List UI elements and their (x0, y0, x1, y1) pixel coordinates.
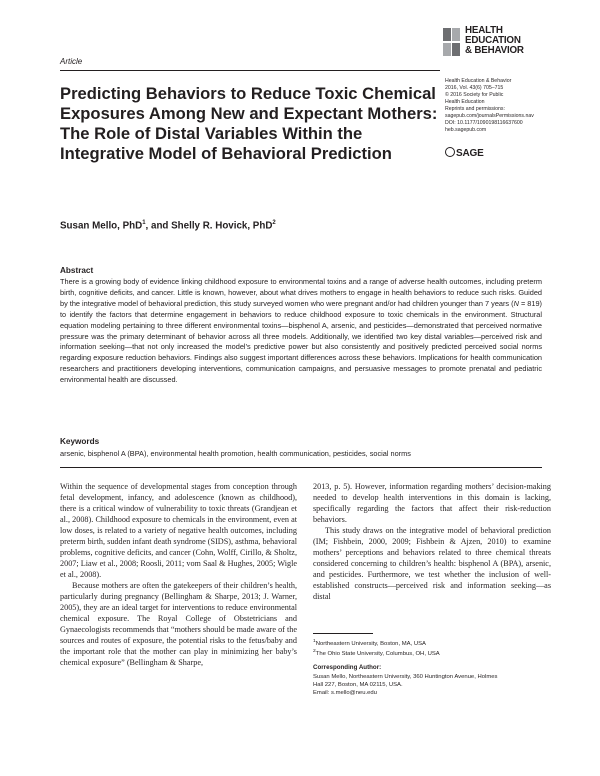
logo-line-2: EDUCATION (465, 35, 521, 46)
body-paragraph: Within the sequence of developmental stages from conception through fetal development, infancy, and adolescence (known as childhood), there is a critical window of vulnerability to toxic threats (Grandjean et al., 2008). Childhood exposure to chemicals in the environment, even at low doses, is related to a variety of negative health outcomes, including preterm birth, sudden infant death syndrome (SIDS), asthma, behavioral problems, cognitive deficits, and cancer (Cohn, Wolff, Cirillo, & Sholtz, 2007; Liaw et al., 2008; Roosli, 2011; vom Saal & Hughes, 2005; Wigle et al., 2008). (60, 482, 297, 579)
logo-line-3: & BEHAVIOR (465, 45, 524, 56)
keywords-divider (60, 467, 542, 468)
journal-name: Health Education & Behavior (445, 78, 512, 84)
sage-logo-text: SAGE (456, 148, 484, 159)
sage-ring-icon (445, 147, 455, 157)
corresponding-author-line-1: Susan Mello, Northeastern University, 360 Huntington Avenue, Holmes (313, 673, 498, 680)
affiliation-1-text: Northeastern University, Boston, MA, USA (315, 640, 426, 647)
journal-site-link[interactable]: heb.sagepub.com (445, 127, 487, 133)
heb-logo-mark-icon (443, 28, 461, 58)
author-2-name: Shelly R. Hovick, PhD (171, 220, 273, 232)
abstract-text-part-2: = 819) to identify the factors that determine engagement in behaviors to reduce childhood exposure to toxic chemicals in the environment. Structural equation modeling pertaining to three different environmental toxins—bisphenol A, arsenic, and pesticides—demonstrated that perceived normative pressure was the primary determinant of behavior across all three models. Additionally, we identified two key distal variables—perceived risk and information seeking—that not only increased the model’s predictive power but also consistently and positively predicted perceived social norms regarding exposure reduction behaviors. Findings also suggest important differences across these behaviors. Implications for health communication researchers and practitioners developing interventions, communication campaigns, and persuasive messages to promote prenatal and pediatric environmental health are discussed. (60, 298, 542, 385)
header-divider (60, 70, 440, 71)
copyright-line-1: © 2016 Society for Public (445, 92, 504, 98)
affiliation-2-marker: 2 (313, 649, 316, 655)
author-1-affil-marker: 1 (142, 220, 146, 226)
abstract-text (60, 277, 542, 386)
footnotes (313, 638, 553, 697)
journal-info (445, 78, 575, 134)
article-title: Predicting Behaviors to Reduce Toxic Chemical Exposures Among New and Expectant Mothers: The Role of Distal Variables Within the Integrative Model of Behavioral Prediction (60, 84, 438, 163)
corresponding-author-heading: Corresponding Author: (313, 664, 382, 672)
journal-logo (443, 26, 563, 64)
permissions-link[interactable]: sagepub.com/journalsPermissions.nav (445, 113, 534, 119)
journal-volume: 2016, Vol. 43(6) 705–715 (445, 85, 504, 91)
doi-link[interactable]: DOI: 10.1177/1090198116637600 (445, 120, 523, 126)
corresponding-author-email[interactable]: Email: s.mello@neu.edu (313, 689, 377, 696)
footnote-divider (313, 633, 373, 634)
reprints-label: Reprints and permissions: (445, 106, 505, 112)
body-column-left (60, 481, 297, 668)
abstract-n-symbol: N (513, 298, 519, 308)
author-1-name: Susan Mello, PhD (60, 220, 143, 232)
logo-line-1: HEALTH (465, 25, 503, 36)
sage-logo (445, 147, 484, 159)
corresponding-author-line-2: Hall 227, Boston, MA 02115, USA. (313, 681, 403, 688)
body-column-right (313, 481, 551, 602)
body-paragraph: Because mothers are often the gatekeepers of their children’s health, particularly during pregnancy (Bellingham & Sharpe, 2013; J. Warner, 2005), they are an ideal target for interventions to reduce environmental chemical exposure. The Royal College of Obstetricians and Gynaecologists recommends that “mothers should be made aware of the sources and routes of exposure, the potential risks to the fetus/baby and the important role that the mother can play in minimizing her baby’s chemical exposure” (Bellingham & Sharpe, (60, 581, 297, 667)
author-separator: , and (145, 220, 172, 232)
author-list (60, 220, 276, 231)
abstract-text-part-1: There is a growing body of evidence linking childhood exposure to environmental toxins and a range of adverse health outcomes, including preterm birth, cognitive deficits, and cancer. Little is known, however, about what drives mothers to engage in health behaviors to reduce such risks. Guided by the integrative model of behavioral prediction, this study surveyed women who were pregnant and/or had children younger than 7 years ( (60, 277, 542, 308)
copyright-line-2: Health Education (445, 99, 485, 105)
affiliation-1-marker: 1 (313, 639, 316, 644)
affiliation-2-text: The Ohio State University, Columbus, OH, USA (315, 651, 440, 658)
article-type-label: Article (60, 57, 83, 66)
abstract-heading: Abstract (60, 266, 94, 275)
author-2-affil-marker: 2 (272, 220, 276, 226)
affiliation-1 (313, 638, 553, 648)
keywords-text: arsenic, bisphenol A (BPA), environmental health promotion, health communication, pesticides, social norms (60, 449, 411, 458)
keywords-heading: Keywords (60, 437, 100, 446)
affiliation-2 (313, 648, 553, 658)
body-paragraph: 2013, p. 5). However, information regarding mothers’ decision-making needed to develop health interventions in this domain is lacking, specifically regarding the factors that affect their risk-reduction behaviors. (313, 482, 551, 524)
body-paragraph: This study draws on the integrative model of behavioral prediction (IM; Fishbein, 2000, 2009; Fishbein & Ajzen, 2010) to examine mothers’ perceptions and behaviors related to three chemical threats considered concerning to children’s health: bisphenol A (BPA), arsenic, and pesticides. Furthermore, we test whether the inclusion of well-established constructs—perceived risk and information seeking—as distal (313, 526, 551, 601)
